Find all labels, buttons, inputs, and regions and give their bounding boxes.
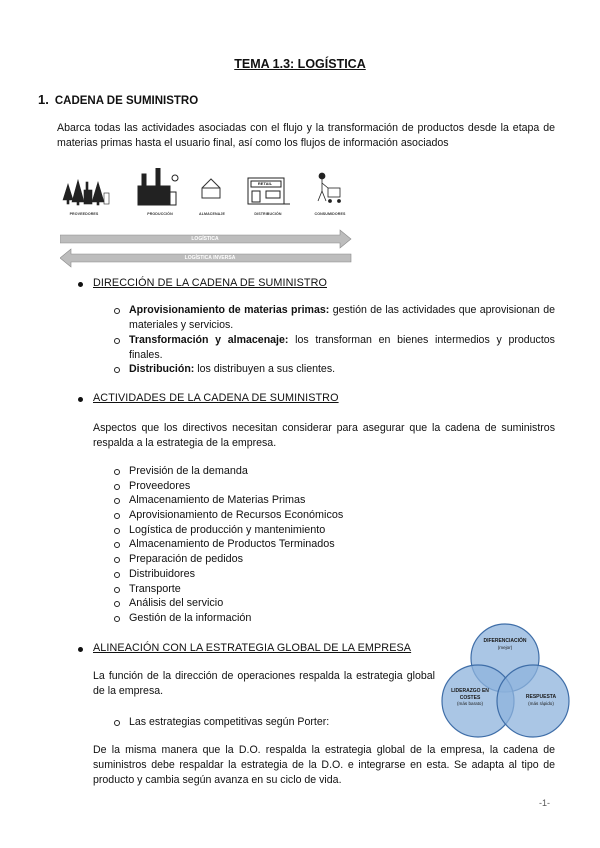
- stage-label: CONSUMIDORES: [314, 212, 346, 216]
- venn-left-label: [444, 688, 496, 708]
- list-item-text: Aprovisionamiento de Recursos Económicos: [129, 509, 344, 522]
- activities-list: [114, 464, 434, 626]
- list-item: [114, 479, 434, 494]
- list-item-text: Gestión de la información: [129, 611, 252, 624]
- list-item-text: Previsión de la demanda: [129, 465, 248, 477]
- porter-venn-diagram: [438, 622, 573, 742]
- bullet2-intro: Aspectos que los directivos necesitan considerar para asegurar que la cadena de suministros respalda a la estrategia de la empresa.: [93, 422, 555, 449]
- bullet-dot: [78, 282, 83, 287]
- item-term: Distribución:: [129, 363, 195, 375]
- venn-right-note: (más rápido): [528, 700, 554, 706]
- list-item: [114, 567, 434, 582]
- bullet2-heading: ACTIVIDADES DE LA CADENA DE SUMINISTRO: [93, 392, 339, 404]
- sub-bullet: [114, 308, 120, 314]
- bullet1-item: [129, 333, 555, 362]
- item-text: los transforman en bienes intermedios y productos finales.: [129, 334, 555, 361]
- list-item-text: Proveedores: [129, 479, 191, 492]
- sub-bullet: [114, 367, 120, 373]
- item-text: los distribuyen a sus clientes.: [197, 363, 336, 375]
- section-heading: [38, 92, 198, 107]
- page-title: TEMA 1.3: LOGÍSTICA: [234, 57, 366, 71]
- production-icon: [138, 168, 178, 205]
- list-item: [114, 523, 434, 538]
- supply-chain-illustration: [60, 168, 355, 268]
- bullet3-sub-item: Las estrategias competitivas según Porter:: [129, 716, 330, 728]
- bullet-dot: [78, 397, 83, 402]
- venn-top-note: (mejor): [497, 644, 513, 650]
- list-item: [114, 537, 434, 552]
- section-number: 1.: [38, 92, 49, 107]
- list-item-text: Análisis del servicio: [129, 597, 224, 610]
- list-item: [114, 508, 434, 523]
- venn-left-title: LIDERAZGO EN COSTES: [451, 688, 489, 701]
- suppliers-icon: [63, 180, 109, 205]
- consumers-icon: [318, 173, 341, 203]
- item-term: Transformación y almacenaje:: [129, 334, 289, 346]
- stage-label: PROVEEDORES: [69, 212, 99, 216]
- venn-right-label: [515, 694, 567, 707]
- bullet-dot: [78, 647, 83, 652]
- section-title: CADENA DE SUMINISTRO: [54, 95, 199, 107]
- list-item: [114, 464, 434, 479]
- closing-paragraph: De la misma manera que la D.O. respalda la estrategia global de la empresa, la cadena de suministros debe respaldar la estrategia de la D.O. e integrarse en esta. Se adapta al tipo de producto y cambia según avanza en su ciclo de vida.: [93, 744, 555, 786]
- item-text: gestión de las actividades que aprovisionan de materiales y servicios.: [129, 304, 555, 331]
- list-item-text: Almacenamiento de Productos Terminados: [129, 538, 335, 551]
- list-item-text: Almacenamiento de Materias Primas: [129, 494, 306, 507]
- stage-label: PRODUCCIÓN: [147, 212, 173, 216]
- bullet1-heading: DIRECCIÓN DE LA CADENA DE SUMINISTRO: [93, 277, 327, 289]
- bullet1-item: [129, 303, 555, 332]
- bullet3-text: La función de la dirección de operaciones respalda la estrategia global de la empresa.: [93, 670, 435, 697]
- list-item: [114, 493, 434, 508]
- sub-bullet: [114, 720, 120, 726]
- page-number: -1-: [539, 798, 550, 808]
- venn-top-label: [475, 638, 535, 651]
- intro-paragraph: Abarca todas las actividades asociadas con el flujo y la transformación de productos desde la etapa de materias primas hasta el usuario final, así como los flujos de información asociados: [57, 122, 555, 149]
- store-sign: RETAIL: [257, 181, 273, 186]
- sub-bullet: [114, 572, 120, 578]
- list-item-text: Preparación de pedidos: [129, 553, 244, 566]
- reverse-label: LOGÍSTICA INVERSA: [184, 255, 236, 261]
- supply-chain-diagram: [60, 168, 355, 268]
- bullet3-heading: ALINEACIÓN CON LA ESTRATEGIA GLOBAL DE LA EMPRESA: [93, 642, 412, 654]
- sub-bullet: [114, 587, 120, 593]
- sub-bullet: [114, 616, 120, 622]
- sub-bullet: [114, 528, 120, 534]
- list-item-text: Transporte: [129, 582, 181, 595]
- item-term: Aprovisionamiento de materias primas:: [129, 304, 330, 316]
- stage-label: DISTRIBUCIÓN: [254, 212, 282, 216]
- venn-top-title: DIFERENCIACIÓN: [483, 638, 527, 644]
- list-item: [114, 611, 434, 626]
- list-item: [114, 582, 434, 597]
- venn-right-title: RESPUESTA: [525, 694, 557, 700]
- sub-bullet: [114, 484, 120, 490]
- forward-label: LOGÍSTICA: [191, 236, 219, 242]
- sub-bullet: [114, 338, 120, 344]
- list-item: [114, 552, 434, 567]
- bullet1-item: [129, 362, 555, 377]
- list-item: [114, 596, 434, 611]
- storage-icon: [202, 179, 220, 198]
- stage-label: ALMACENAJE: [199, 212, 225, 216]
- list-item-text: Distribuidores: [129, 567, 196, 580]
- venn-left-note: (más barato): [456, 701, 484, 706]
- sub-bullet: [114, 469, 120, 475]
- list-item-text: Logística de producción y mantenimiento: [129, 523, 326, 536]
